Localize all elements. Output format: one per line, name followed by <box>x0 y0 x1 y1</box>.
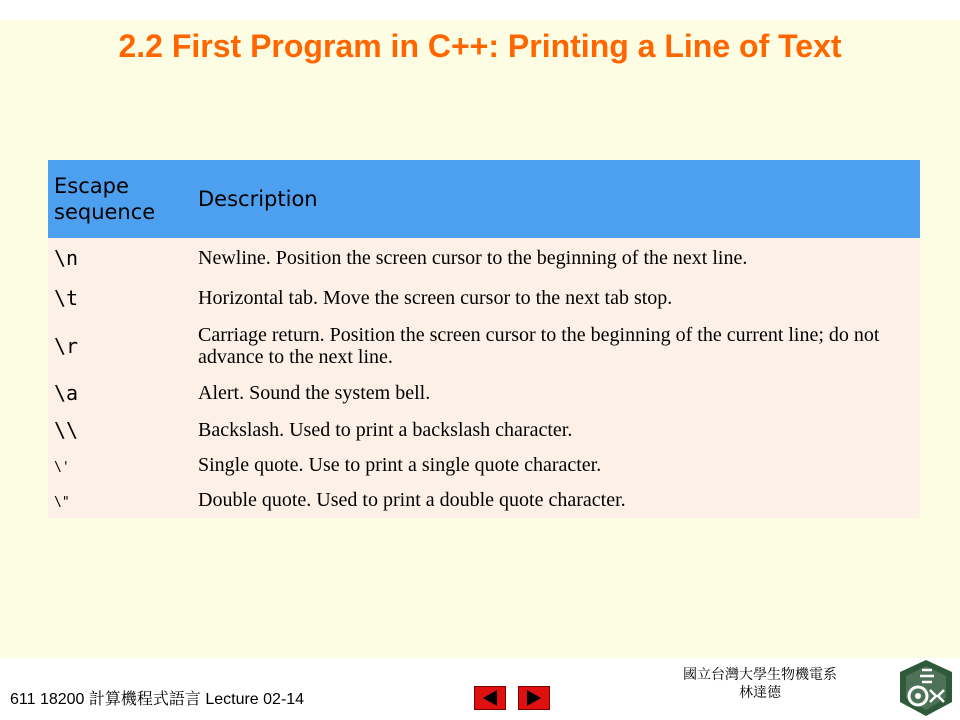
row-description: Newline. Position the screen cursor to the beginning of the next line. <box>198 246 748 269</box>
row-escape <box>48 412 196 448</box>
table-row <box>48 318 920 374</box>
table-row <box>48 448 920 482</box>
author-name: 林達德 <box>739 685 781 701</box>
footer-institution <box>680 666 840 702</box>
row-escape <box>48 482 196 518</box>
row-description: Alert. Sound the system bell. <box>198 381 431 404</box>
table-row <box>48 374 920 412</box>
escape-sequence-table <box>48 160 920 518</box>
footer-course-info: 611 18200 計算機程式語言 Lecture 02-14 <box>10 691 305 708</box>
table-row <box>48 412 920 448</box>
row-description: Backslash. Used to print a backslash character. <box>198 418 573 441</box>
escape-code: \" <box>54 494 70 510</box>
escape-code: \t <box>54 285 79 310</box>
table-row <box>48 278 920 318</box>
header-escape-text: Escape sequence <box>54 174 156 224</box>
row-escape <box>48 278 196 318</box>
row-description: Carriage return. Position the screen cursor to the beginning of the current line; do not advance to the next line. <box>198 324 880 368</box>
header-description: Description <box>198 187 318 211</box>
slide-title: 2.2 First Program in C++: Printing a Line of Text <box>118 28 842 64</box>
escape-code: \r <box>54 333 79 358</box>
row-description: Horizontal tab. Move the screen cursor to the next tab stop. <box>198 286 673 309</box>
row-escape <box>48 318 196 374</box>
escape-code: \' <box>54 459 70 475</box>
department-logo-icon <box>896 658 956 718</box>
header-escape-sequence <box>48 160 196 238</box>
row-escape <box>48 238 196 278</box>
escape-code: \n <box>54 245 79 270</box>
row-description: Double quote. Used to print a double quote character. <box>198 488 626 511</box>
arrow-right-icon <box>519 687 549 709</box>
table-row <box>48 238 920 278</box>
row-escape <box>48 374 196 412</box>
table-row <box>48 482 920 518</box>
prev-slide-button[interactable] <box>474 686 506 710</box>
row-escape <box>48 448 196 482</box>
escape-code: \a <box>54 380 79 405</box>
escape-code: \\ <box>54 417 79 442</box>
institution-name: 國立台灣大學生物機電系 <box>683 667 837 683</box>
next-slide-button[interactable] <box>518 686 550 710</box>
table-header-row <box>48 160 920 238</box>
arrow-left-icon <box>475 687 505 709</box>
row-description: Single quote. Use to print a single quote character. <box>198 453 602 476</box>
